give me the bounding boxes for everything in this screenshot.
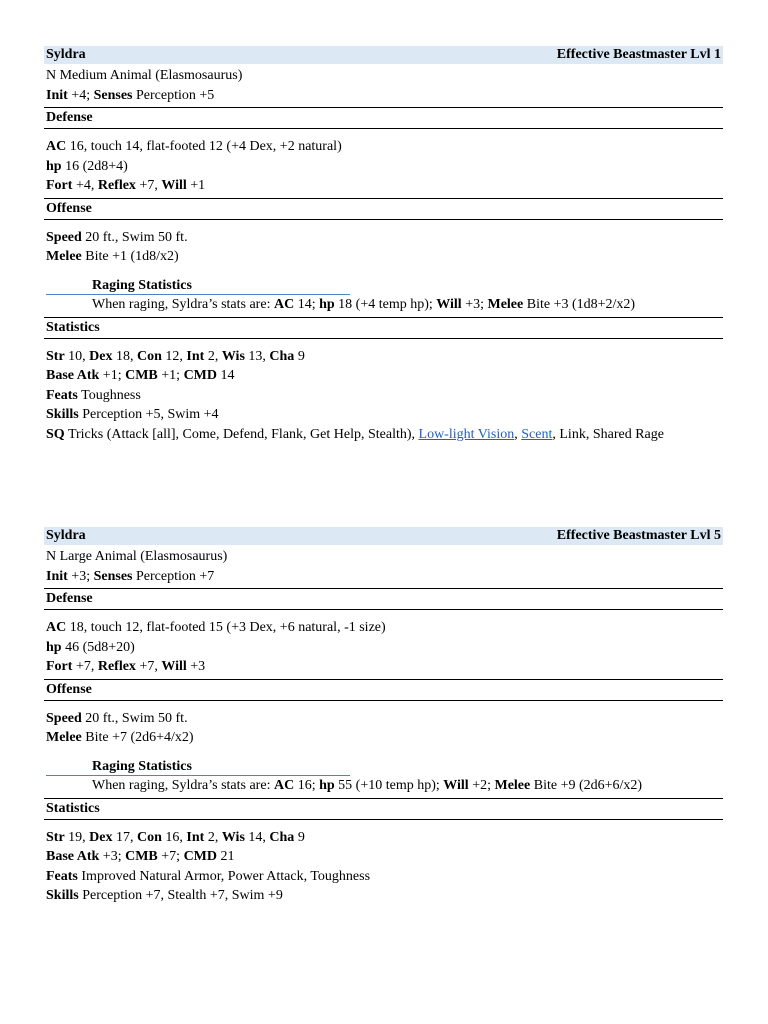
offense-heading: Offense <box>44 679 723 701</box>
special-qualities-line: SQ Tricks (Attack [all], Come, Defend, Flank, Get Help, Stealth), Low-light Vision, Scent, Link, Shared Rage <box>46 426 664 442</box>
raging-statistics-text: When raging, Syldra’s stats are: AC 16; hp 55 (+10 temp hp); Will +2; Melee Bite +9 (2d6+6/x2) <box>92 777 643 793</box>
creature-name: Syldra <box>46 47 86 62</box>
beastmaster-level: Effective Beastmaster Lvl 5 <box>556 528 721 543</box>
init-senses-line: Init +4; Senses Perception +5 <box>46 87 215 103</box>
feats-line: Feats Improved Natural Armor, Power Attack, Toughness <box>46 868 371 884</box>
skills-line: Skills Perception +5, Swim +4 <box>46 407 219 422</box>
raging-statistics-heading: Raging Statistics <box>46 277 350 295</box>
stat-block-title-bar <box>44 527 723 545</box>
speed-line: Speed 20 ft., Swim 50 ft. <box>46 229 188 245</box>
stat-block-title-bar <box>44 46 723 64</box>
ac-line: AC 18, touch 12, flat-footed 15 (+3 Dex, +6 natural, -1 size) <box>46 620 386 635</box>
ac-line: AC 16, touch 14, flat-footed 12 (+4 Dex, +2 natural) <box>46 139 342 154</box>
melee-line: Melee Bite +7 (2d6+4/x2) <box>46 730 194 745</box>
ability-scores-line: Str 19, Dex 17, Con 16, Int 2, Wis 14, Cha 9 <box>46 829 305 845</box>
ability-scores-line: Str 10, Dex 18, Con 12, Int 2, Wis 13, Cha 9 <box>46 348 305 364</box>
raging-statistics <box>46 277 723 315</box>
low-light-vision-link[interactable]: Low-light Vision <box>418 426 515 442</box>
combat-maneuver-line: Base Atk +3; CMB +7; CMD 21 <box>46 849 235 864</box>
stat-block-level-1 <box>44 46 723 444</box>
statistics-heading: Statistics <box>44 798 723 820</box>
raging-statistics-heading: Raging Statistics <box>46 758 350 776</box>
offense-heading: Offense <box>44 198 723 220</box>
creature-type: N Medium Animal (Elasmosaurus) <box>46 68 243 83</box>
creature-type: N Large Animal (Elasmosaurus) <box>46 549 228 564</box>
combat-maneuver-line: Base Atk +1; CMB +1; CMD 14 <box>46 368 235 383</box>
melee-line: Melee Bite +1 (1d8/x2) <box>46 249 179 264</box>
raging-statistics <box>46 758 723 796</box>
hp-line: hp 46 (5d8+20) <box>46 639 135 655</box>
defense-heading: Defense <box>44 588 723 610</box>
speed-line: Speed 20 ft., Swim 50 ft. <box>46 710 188 726</box>
init-senses-line: Init +3; Senses Perception +7 <box>46 568 215 584</box>
defense-heading: Defense <box>44 107 723 129</box>
skills-line: Skills Perception +7, Stealth +7, Swim +9 <box>46 888 283 903</box>
feats-line: Feats Toughness <box>46 387 141 403</box>
stat-block-level-5 <box>44 527 723 906</box>
saves-line: Fort +4, Reflex +7, Will +1 <box>46 178 206 193</box>
scent-link[interactable]: Scent <box>521 426 553 442</box>
hp-line: hp 16 (2d8+4) <box>46 158 128 174</box>
saves-line: Fort +7, Reflex +7, Will +3 <box>46 659 206 674</box>
creature-name: Syldra <box>46 528 86 543</box>
statistics-heading: Statistics <box>44 317 723 339</box>
beastmaster-level: Effective Beastmaster Lvl 1 <box>556 47 721 62</box>
raging-statistics-text: When raging, Syldra’s stats are: AC 14; hp 18 (+4 temp hp); Will +3; Melee Bite +3 (1d8+2/x2) <box>92 296 636 312</box>
